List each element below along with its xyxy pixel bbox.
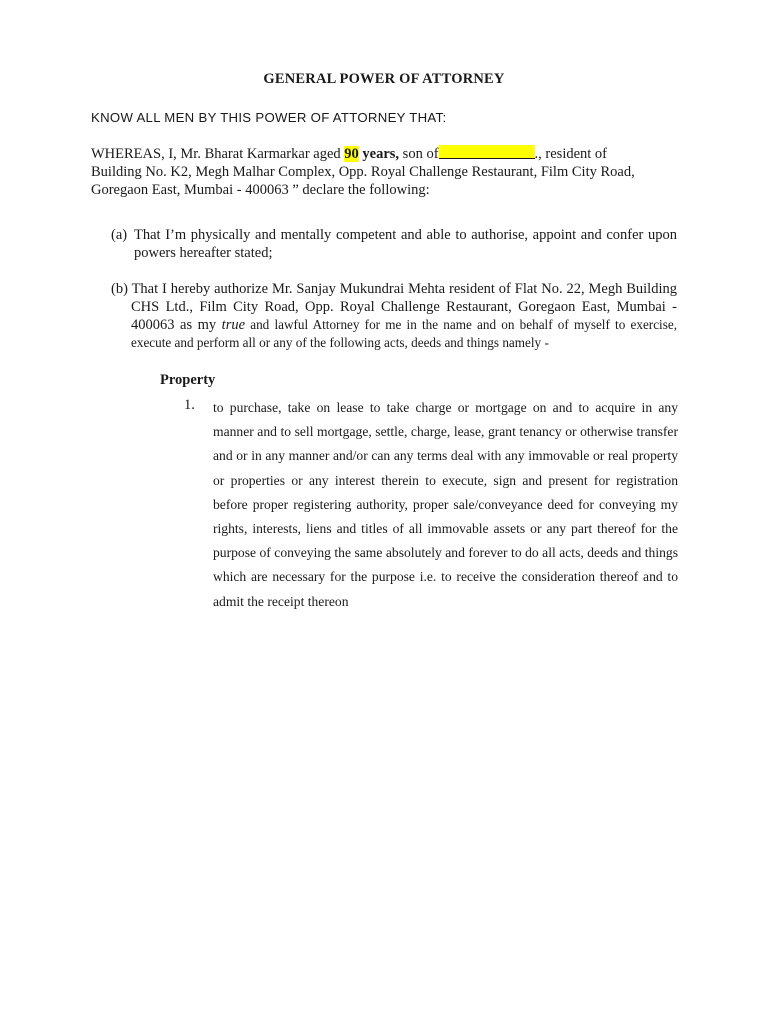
property-item-number: 1.: [184, 397, 195, 413]
property-heading: Property: [160, 372, 216, 388]
age-value: 90: [344, 146, 359, 162]
whereas-lead: WHEREAS, I, Mr. Bharat Karmarkar aged: [91, 146, 345, 162]
clause-a-text: That I’m physically and mentally competent and able to authorise, appoint and confer upon powers hereafter stated;: [134, 227, 677, 261]
clause-a-label: (a): [111, 227, 128, 243]
age-unit: years,: [358, 146, 400, 162]
whereas-rest: ., resident of Building No. K2, Megh Malhar Complex, Opp. Royal Challenge Restaurant, Film City Road, Goregaon East, Mumbai - 400063 ” declare the following:: [91, 146, 635, 198]
clause-b-italic: true: [221, 317, 246, 333]
son-of-label: son of: [399, 146, 439, 162]
whereas-paragraph: [91, 145, 651, 199]
clause-b-text-1: That I hereby authorize Mr. Sanjay Mukundrai Mehta resident of Flat No. 22, Megh Building CHS Ltd., Film City Road, Opp. Royal Challenge Restaurant, Goregaon East, Mumbai - 400063 as my: [131, 281, 677, 333]
clause-a: [111, 226, 677, 262]
clause-b-label: (b): [111, 281, 128, 297]
clause-b-text: [111, 280, 677, 352]
father-name-blank: [439, 145, 535, 159]
intro-line: KNOW ALL MEN BY THIS POWER OF ATTORNEY THAT:: [91, 110, 447, 125]
document-title: GENERAL POWER OF ATTORNEY: [263, 71, 505, 87]
property-item-text: to purchase, take on lease to take charge or mortgage on and to acquire in any manner and to sell mortgage, settle, charge, lease, grant tenancy or otherwise transfer and or in any manner and/or can any terms deal with any immovable or real property or properties or any interest therein to execute, sign and present for registration before proper registering authority, proper sale/conveyance deed for conveying my rights, interests, liens and titles of all immovable assets or any part thereof for the purpose of conveying the same absolutely and forever to do all acts, deeds and things which are necessary for the purpose i.e. to receive the consideration thereof and to admit the receipt thereon: [213, 400, 678, 609]
clause-b-text-2: and lawful Attorney for me in the name and on behalf of myself to exercise, execute and perform all or any of the following acts, deeds and things namely -: [131, 317, 677, 350]
clause-b: [111, 280, 677, 352]
